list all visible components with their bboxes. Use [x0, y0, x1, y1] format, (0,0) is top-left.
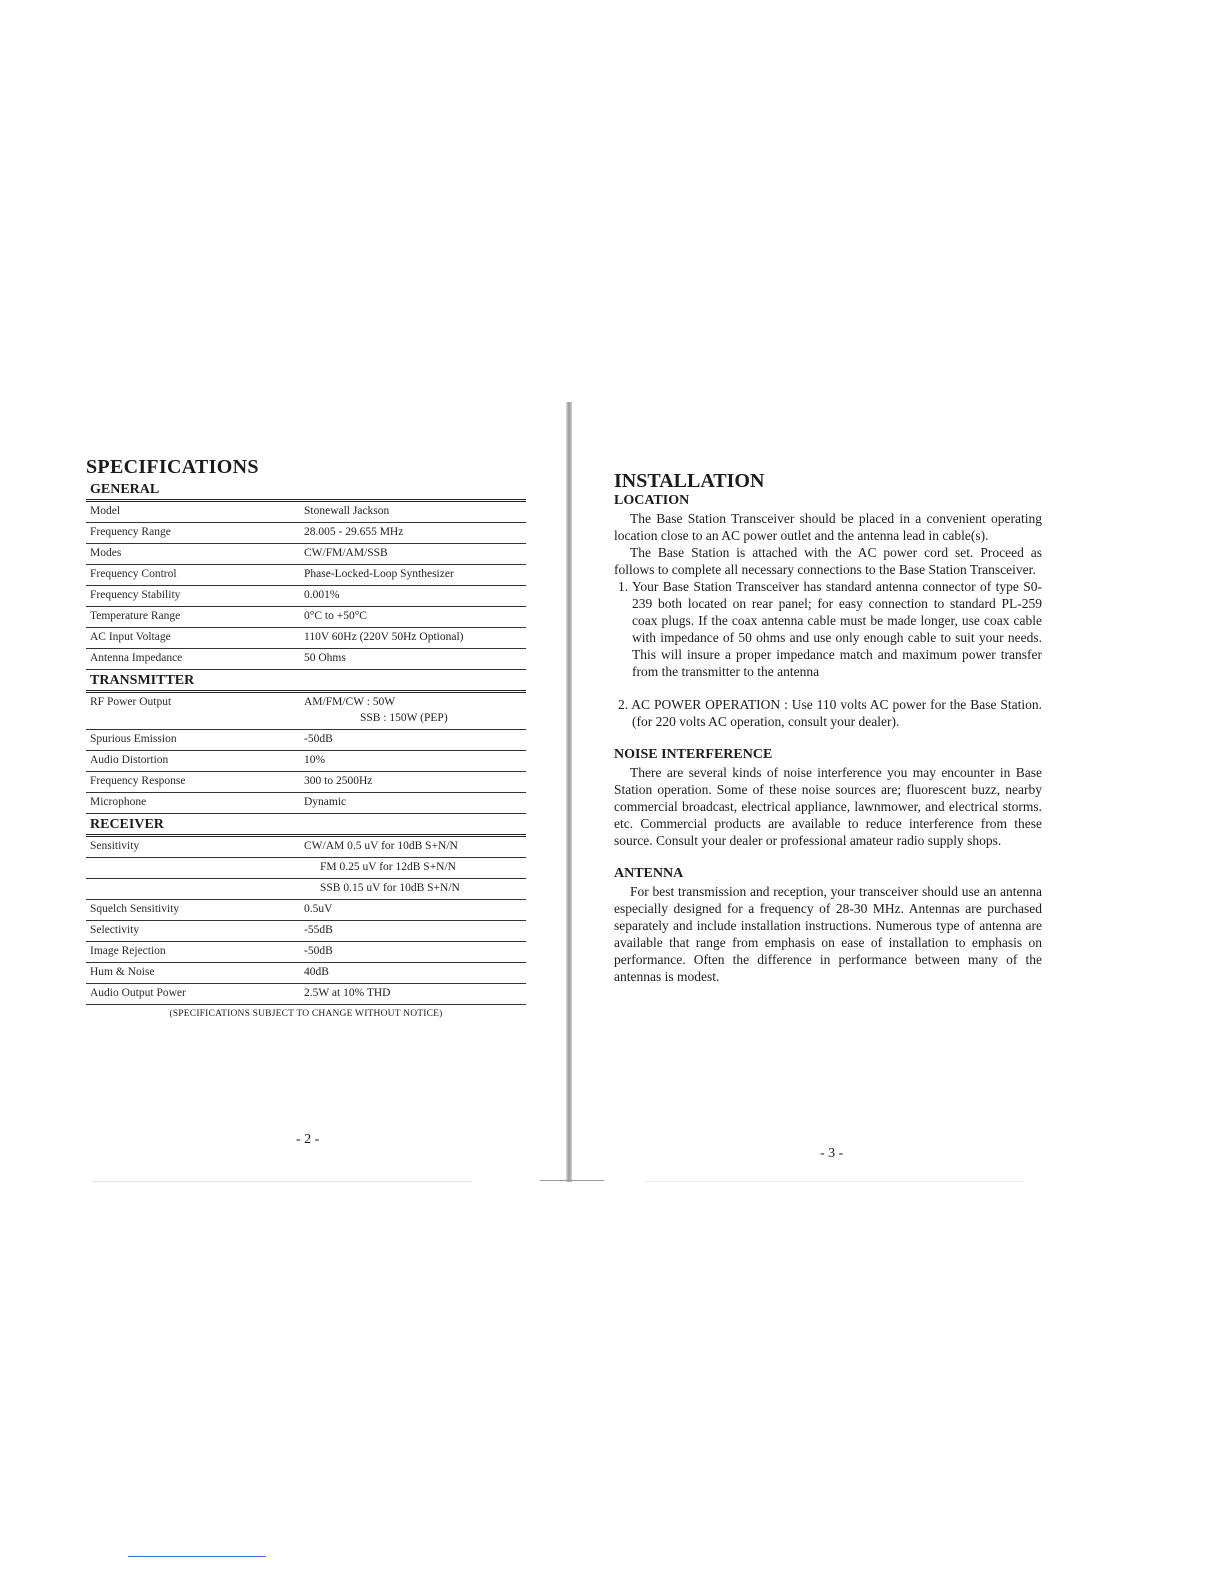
location-paragraph: The Base Station Transceiver should be placed in a convenient operating location close to an AC power outlet and the antenna lead in cable(s).: [614, 511, 1042, 543]
spec-value: Dynamic: [304, 796, 347, 808]
spec-value: -50dB: [304, 945, 333, 957]
spec-label: Squelch Sensitivity: [90, 903, 180, 915]
table-row: [86, 921, 526, 942]
transmitter-table: [86, 693, 526, 814]
spec-value: 28.005 - 29.655 MHz: [304, 526, 404, 538]
receiver-heading: RECEIVER: [86, 816, 526, 837]
spec-value: CW/FM/AM/SSB: [304, 547, 388, 559]
table-row: [86, 693, 526, 730]
antenna-paragraph: For best transmission and reception, your transceiver should use an antenna especially designed for a frequency of 28-30 MHz. Antennas are purchased separately and include installation instructions. Numerous type of antenna are available that range from emphasis on ease of installation to emphasis on performance. Often the difference in performance between many of the antennas is modest.: [614, 884, 1042, 984]
table-row: [86, 565, 526, 586]
general-table: [86, 502, 526, 670]
spec-value: 2.5W at 10% THD: [304, 987, 391, 999]
table-row: [86, 837, 526, 858]
spec-label: Audio Output Power: [90, 987, 186, 999]
general-heading: GENERAL: [86, 481, 526, 502]
spec-label: Selectivity: [90, 924, 140, 936]
spec-value: [304, 696, 526, 726]
spec-value-line: SSB : 150W (PEP): [360, 712, 448, 724]
specifications-note: (SPECIFICATIONS SUBJECT TO CHANGE WITHOUT NOTICE): [169, 1009, 443, 1019]
spec-label: Frequency Control: [90, 568, 177, 580]
installation-page: [614, 470, 1042, 985]
spec-value: 40dB: [304, 966, 329, 978]
table-row: [86, 751, 526, 772]
left-page-bottom-edge: [92, 1181, 472, 1182]
right-page-bottom-edge: [644, 1181, 1024, 1182]
spec-label: Image Rejection: [90, 945, 166, 957]
table-row: [86, 858, 526, 879]
spec-label-empty: [86, 861, 320, 875]
spec-value: 10%: [304, 754, 326, 766]
table-row: [86, 984, 526, 1005]
noise-interference-heading: NOISE INTERFERENCE: [614, 747, 773, 762]
footer-link-underline: [128, 1556, 266, 1557]
spec-value: Stonewall Jackson: [304, 505, 390, 517]
table-row: [86, 793, 526, 814]
spec-value: SSB 0.15 uV for 10dB S+N/N: [320, 882, 460, 894]
table-row: [86, 649, 526, 670]
spec-label: Microphone: [90, 796, 147, 808]
spec-label: Audio Distortion: [90, 754, 169, 766]
antenna-heading: ANTENNA: [614, 866, 684, 881]
spec-value: 0.5uV: [304, 903, 333, 915]
book-spine: [566, 402, 572, 1182]
table-row: [86, 730, 526, 751]
spec-label: Hum & Noise: [90, 966, 155, 978]
spec-label: Spurious Emission: [90, 733, 177, 745]
installation-title: INSTALLATION: [614, 470, 765, 492]
spec-label: Temperature Range: [90, 610, 181, 622]
specifications-title: SPECIFICATIONS: [86, 456, 259, 478]
spec-value: -50dB: [304, 733, 333, 745]
spec-value: 300 to 2500Hz: [304, 775, 373, 787]
spine-foot-line: [540, 1180, 604, 1181]
location-heading: LOCATION: [614, 493, 690, 508]
table-row: [86, 607, 526, 628]
spec-value: -55dB: [304, 924, 333, 936]
spec-value: 50 Ohms: [304, 652, 346, 664]
spec-value-line: AM/FM/CW : 50W: [304, 696, 396, 708]
table-row: [86, 942, 526, 963]
table-row: [86, 628, 526, 649]
location-paragraph: The Base Station is attached with the AC power cord set. Proceed as follows to complete all necessary connections to the Base Station Transceiver.: [614, 545, 1042, 577]
spec-label: Frequency Response: [90, 775, 186, 787]
receiver-table: [86, 837, 526, 1005]
list-item: 1. Your Base Station Transceiver has standard antenna connector of type S0-239 both located on rear panel; for easy connection to standard PL-259 coax plugs. If the coax antenna cable must be made longer, use coax cable with impedance of 50 ohms and use only enough cable to suit your needs. This will insure a proper impedance match and maximum power transfer from the transmitter to the antenna: [618, 579, 1042, 679]
table-row: [86, 900, 526, 921]
table-row: [86, 544, 526, 565]
transmitter-heading: TRANSMITTER: [86, 672, 526, 693]
spec-label: Frequency Range: [90, 526, 171, 538]
table-row: [86, 502, 526, 523]
spec-value: 110V 60Hz (220V 50Hz Optional): [304, 631, 464, 643]
spec-label: Sensitivity: [90, 840, 140, 852]
spec-label: Model: [90, 505, 121, 517]
spec-label: Frequency Stability: [90, 589, 181, 601]
spec-label: RF Power Output: [90, 696, 172, 708]
spec-value: Phase-Locked-Loop Synthesizer: [304, 568, 454, 580]
spec-value: CW/AM 0.5 uV for 10dB S+N/N: [304, 840, 458, 852]
spec-value: FM 0.25 uV for 12dB S+N/N: [320, 861, 456, 873]
spec-value: 0°C to +50°C: [304, 610, 367, 622]
table-row: [86, 879, 526, 900]
spec-label-empty: [86, 882, 320, 896]
noise-paragraph: There are several kinds of noise interference you may encounter in Base Station operation. Some of these noise sources are; fluorescent buzz, nearby commercial broadcast, electrical appliance, lawnmower, and electrical storms. etc. Commercial products are available to reduce interference from these source. Consult your dealer or professional amateur radio supply shops.: [614, 765, 1042, 848]
table-row: [86, 963, 526, 984]
table-row: [86, 586, 526, 607]
page-number-right: - 3 -: [820, 1146, 844, 1161]
list-item: 2. AC POWER OPERATION : Use 110 volts AC power for the Base Station. (for 220 volts AC operation, consult your dealer).: [618, 697, 1042, 729]
spec-value: 0.001%: [304, 589, 340, 601]
table-row: [86, 772, 526, 793]
page-number-left: - 2 -: [296, 1132, 320, 1147]
spec-label: AC Input Voltage: [90, 631, 171, 643]
specifications-page: [86, 456, 526, 1019]
spec-label: Modes: [90, 547, 122, 559]
spec-label: Antenna Impedance: [90, 652, 183, 664]
table-row: [86, 523, 526, 544]
